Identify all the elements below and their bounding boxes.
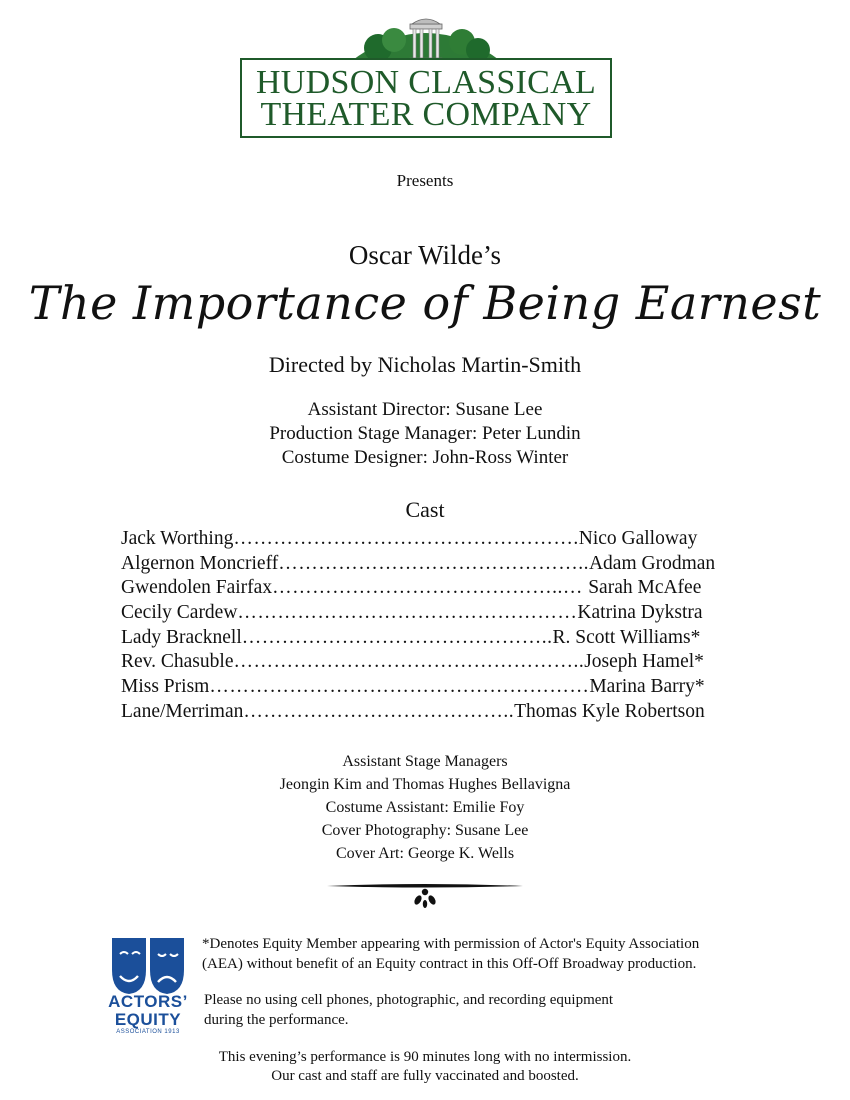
- credit-line: Assistant Stage Managers: [342, 753, 508, 770]
- cast-dots: …………………………………..: [243, 700, 515, 722]
- cast-heading: Cast: [405, 497, 445, 522]
- cast-row: [121, 552, 715, 577]
- director-line: Directed by Nicholas Martin-Smith: [268, 352, 582, 377]
- cast-row: [121, 576, 715, 601]
- cast-role: Rev. Chasuble: [121, 651, 234, 673]
- cast-actor: Katrina Dykstra: [577, 602, 703, 624]
- author-line: Oscar Wilde’s: [348, 240, 502, 270]
- cast-actor: Thomas Kyle Robertson: [514, 700, 705, 722]
- cast-role: Algernon Moncrieff: [121, 552, 279, 574]
- cast-role: Lady Bracknell: [121, 626, 242, 648]
- presents-text: Presents: [396, 171, 454, 190]
- closing-note: [0, 1048, 850, 1086]
- ornamental-divider-icon: [325, 880, 525, 910]
- cast-dots: ………………………………………..: [241, 626, 553, 648]
- closing-line: This evening’s performance is 90 minutes long with no intermission.: [218, 1049, 632, 1065]
- cast-dots: …………………………………………….: [233, 528, 579, 549]
- cast-actor: Sarah McAfee: [588, 577, 702, 599]
- logo-line-2: THEATER COMPANY: [260, 96, 592, 133]
- cast-row: [121, 675, 715, 700]
- credit-line: Cover Art: George K. Wells: [335, 845, 515, 862]
- equity-logo-line-3: ASSOCIATION 1913: [116, 1029, 180, 1035]
- equity-logo-line-1: ACTORS’: [108, 992, 188, 1011]
- cast-row: [121, 650, 715, 675]
- cast-role: Miss Prism: [121, 676, 210, 698]
- cast-role: Jack Worthing: [121, 528, 234, 549]
- cast-list: [121, 527, 715, 725]
- cast-actor: Joseph Hamel*: [584, 651, 704, 673]
- gazebo-with-trees-icon: [350, 14, 502, 62]
- phone-note: [204, 990, 613, 1030]
- credit-line: Jeongin Kim and Thomas Hughes Bellavigna: [279, 776, 571, 793]
- cast-role: Lane/Merriman: [121, 700, 244, 722]
- equity-note-line: *Denotes Equity Member appearing with permission of Actor's Equity Association: [202, 936, 700, 952]
- cast-dots: ……………………………………..…: [272, 577, 589, 599]
- cast-dots: ………………………………………..: [278, 552, 589, 574]
- credit-line: Cover Photography: Susane Lee: [321, 822, 529, 839]
- equity-logo-line-2: EQUITY: [114, 1010, 182, 1029]
- cast-dots: ……………………………………………: [237, 602, 578, 624]
- credit-line: Costume Assistant: Emilie Foy: [325, 799, 525, 816]
- phone-note-line: during the performance.: [204, 1012, 349, 1028]
- cast-actor: Marina Barry*: [589, 676, 705, 698]
- cast-role: Gwendolen Fairfax: [121, 577, 273, 599]
- cast-row: [121, 527, 715, 552]
- company-logo: [240, 14, 612, 136]
- credits-list: [0, 750, 850, 865]
- play-title: The Importance of Being Earnest: [28, 276, 822, 330]
- cast-actor: Adam Grodman: [588, 552, 716, 574]
- cast-row: [121, 626, 715, 651]
- logo-line-1: HUDSON CLASSICAL: [255, 64, 597, 101]
- cast-role: Cecily Cardew: [121, 602, 238, 624]
- theater-masks-icon: [108, 936, 188, 998]
- cast-row: [121, 601, 715, 626]
- cast-dots: …………………………………………………: [209, 676, 590, 698]
- equity-note-line: (AEA) without benefit of an Equity contract in this Off-Off Broadway production.: [202, 956, 697, 972]
- actors-equity-logo: [104, 936, 192, 1040]
- closing-line: Our cast and staff are fully vaccinated and boosted.: [271, 1068, 579, 1084]
- cast-actor: Nico Galloway: [578, 528, 698, 549]
- crew-list: [0, 398, 850, 470]
- cast-row: [121, 700, 715, 725]
- equity-note: [202, 934, 699, 974]
- cast-actor: R. Scott Williams*: [552, 626, 701, 648]
- crew-line: Assistant Director: Susane Lee: [307, 399, 543, 420]
- cast-dots: ……………………………………………..: [233, 651, 585, 673]
- crew-line: Production Stage Manager: Peter Lundin: [269, 423, 581, 444]
- phone-note-line: Please no using cell phones, photographic, and recording equipment: [204, 992, 614, 1008]
- crew-line: Costume Designer: John-Ross Winter: [281, 447, 569, 468]
